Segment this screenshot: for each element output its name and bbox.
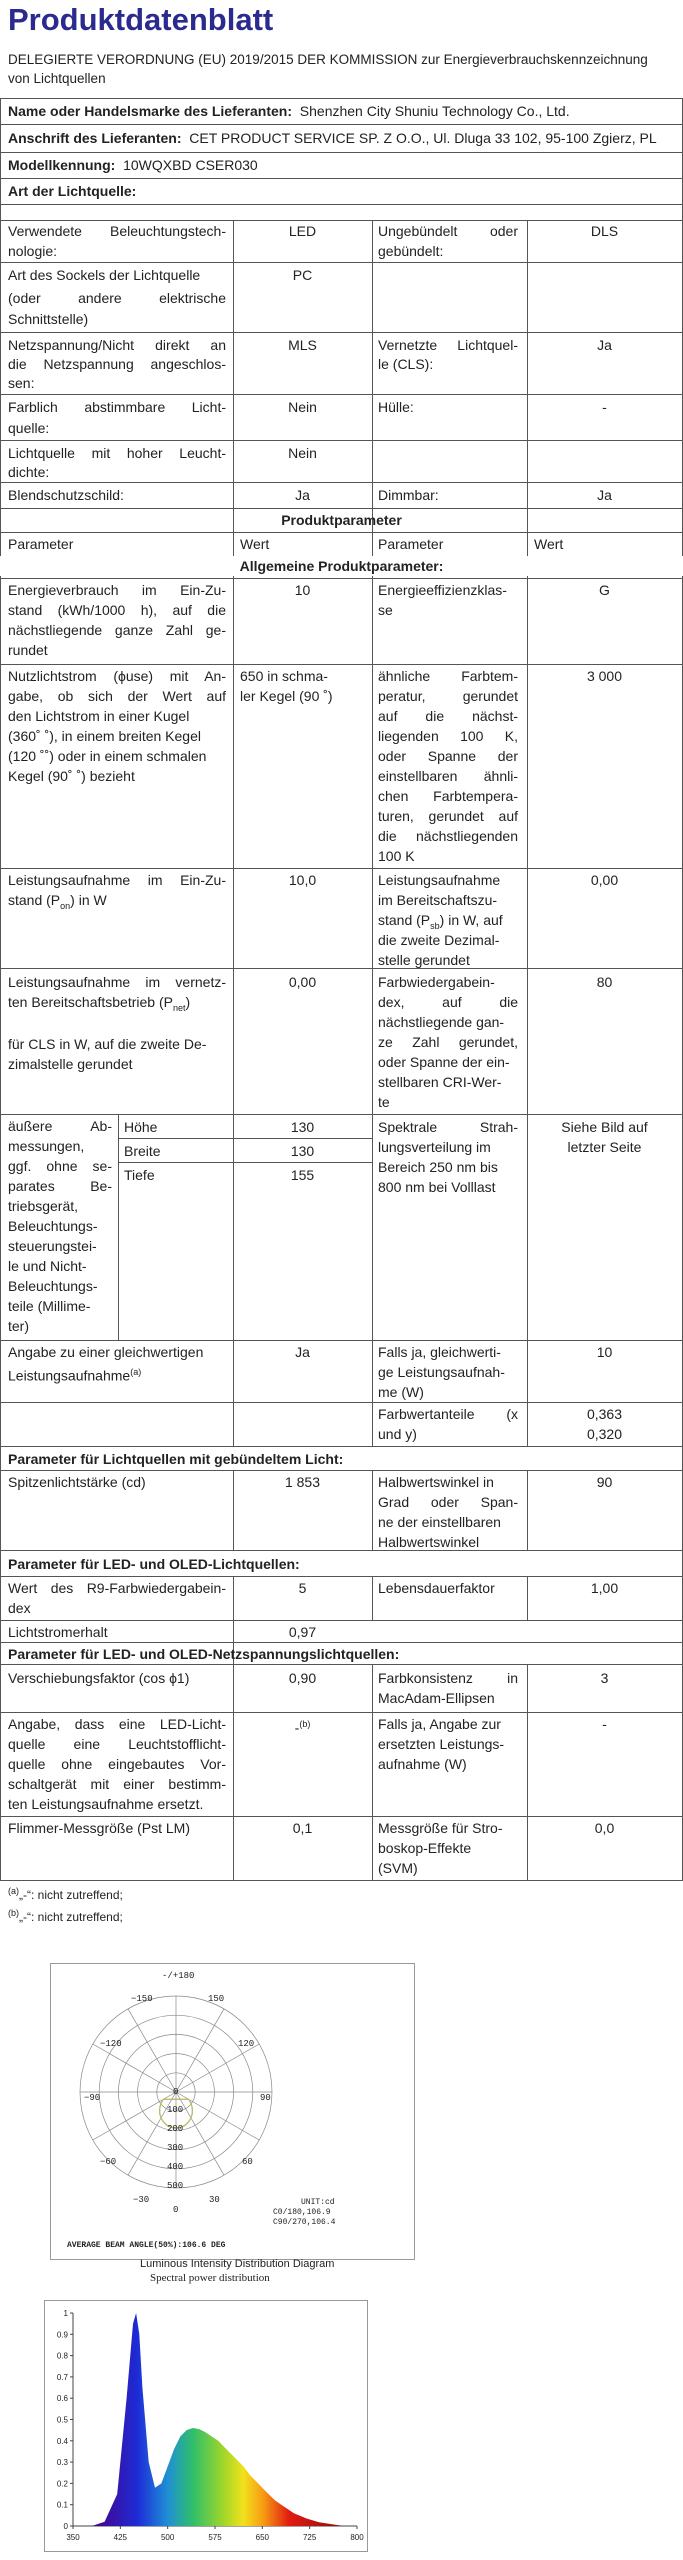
polar-spoke xyxy=(176,2044,259,2092)
replaced-power-label: ersetzten Leistungs- xyxy=(378,1736,505,1752)
dimensions-label: triebsgerät, xyxy=(8,1198,79,1214)
depth-value: 155 xyxy=(290,1167,315,1183)
polar-radial-label: 300 xyxy=(167,2143,184,2153)
y-tick-label: 0 xyxy=(63,2522,68,2531)
footnote-b xyxy=(8,1908,123,1924)
equiv-power-w-label: me (W) xyxy=(378,1384,424,1400)
rule xyxy=(0,98,1,1880)
peak-intensity-label: Spitzenlichtstärke (cd) xyxy=(8,1474,146,1490)
mains-label: die Netzspannung angeschlos- xyxy=(8,356,226,372)
replaced-power-value: - xyxy=(602,1716,607,1732)
on-power-value: 10,0 xyxy=(288,872,317,888)
rule xyxy=(527,1664,528,1880)
energy-label: stand (kWh/1000 h), auf die xyxy=(8,602,226,618)
rule xyxy=(0,1550,683,1551)
rule xyxy=(372,532,373,556)
replacement-label: quelle eine Leuchtstofflicht- xyxy=(8,1736,226,1752)
stroboscopic-label: boskop-Effekte xyxy=(378,1840,472,1856)
depth-label: Tiefe xyxy=(124,1167,155,1183)
rule xyxy=(233,556,234,1446)
chromaticity-label: Farbwertanteile (x xyxy=(378,1406,518,1422)
rule xyxy=(0,532,683,533)
equiv-power-w-label: Falls ja, gleichwerti- xyxy=(378,1344,501,1360)
cct-value: 3 000 xyxy=(586,668,623,684)
col-header-value: Wert xyxy=(240,536,270,552)
polar-radial-label: 400 xyxy=(167,2162,184,2172)
color-consistency-label: Farbkonsistenz in xyxy=(378,1670,518,1686)
rule xyxy=(118,1114,119,1340)
x-tick-label: 425 xyxy=(113,2533,128,2542)
replaced-power-label: aufnahme (W) xyxy=(378,1756,467,1772)
spectrum-series xyxy=(92,2313,345,2526)
beam-angle-label: Grad oder Span- xyxy=(378,1494,518,1510)
cct-label: turen, gerundet auf xyxy=(378,808,518,824)
polar-labels xyxy=(67,1971,336,2250)
model-value: 10WQXBD CSER030 xyxy=(123,157,258,173)
on-power-label-part: ) in W xyxy=(70,892,107,908)
polar-angle-label: −120 xyxy=(100,2039,122,2049)
beam-angle-label: Halbwertswinkel in xyxy=(378,1474,494,1490)
rule xyxy=(0,440,683,441)
replacement-value-text: - xyxy=(294,1719,300,1736)
polar-spoke xyxy=(93,2044,176,2092)
survival-factor-label: Lebensdauerfaktor xyxy=(378,1580,495,1596)
spectrum-caption: Spectral power distribution xyxy=(150,2272,270,2284)
rule xyxy=(372,556,373,1446)
x-tick-label: 350 xyxy=(66,2533,80,2542)
high-luminance-label: dichte: xyxy=(8,464,50,480)
net-standby-label-part: ) xyxy=(185,994,191,1010)
displacement-value: 0,90 xyxy=(288,1670,317,1686)
cct-label: auf die nächst- xyxy=(378,708,518,724)
dimensions-label: äußere Ab- xyxy=(8,1118,112,1134)
y-tick-label: 0.2 xyxy=(56,2479,68,2489)
polar-angle-label: 60 xyxy=(242,2157,253,2167)
cri-value: 80 xyxy=(596,974,613,990)
stroboscopic-label: (SVM) xyxy=(378,1860,418,1876)
rule xyxy=(0,1340,683,1341)
dimensions-label: ter) xyxy=(8,1318,29,1334)
replacement-label: Angabe, dass eine LED-Licht- xyxy=(8,1716,226,1732)
rule xyxy=(0,394,683,395)
standby-label-sub: sb xyxy=(430,920,440,931)
net-standby-label-part: ten Bereitschaftsbetrieb (P xyxy=(8,994,173,1010)
rule xyxy=(0,508,683,509)
chromaticity-label: und y) xyxy=(378,1426,417,1442)
envelope-label: Hülle: xyxy=(378,399,414,415)
cri-label: nächstliegende gan- xyxy=(378,1014,505,1030)
y-tick-label: 0.3 xyxy=(56,2458,68,2468)
rule xyxy=(0,1114,683,1115)
replacement-label: schaltgerät mit einer bestimm- xyxy=(8,1776,226,1792)
col-header-parameter: Parameter xyxy=(8,536,74,552)
y-tick-label: 0.5 xyxy=(56,2415,68,2425)
dimmable-value: Ja xyxy=(597,487,612,503)
rule xyxy=(233,1162,372,1163)
rule xyxy=(233,532,234,556)
spectral-value: letzter Seite xyxy=(567,1139,642,1155)
y-tick-label: 0.8 xyxy=(56,2351,68,2361)
color-consistency-value: 3 xyxy=(600,1670,609,1686)
rule xyxy=(118,1162,233,1163)
footnote-ref-b: (b) xyxy=(299,1719,311,1729)
cls-value: Ja xyxy=(597,337,612,353)
polar-diagram xyxy=(50,1963,415,2260)
energy-value: 10 xyxy=(294,582,311,598)
address-row xyxy=(8,128,657,148)
rule xyxy=(0,1880,683,1881)
x-tick-label: 800 xyxy=(350,2533,364,2542)
supplier-value: Shenzhen City Shuniu Technology Co., Ltd. xyxy=(299,103,570,119)
polar-radial-label: 500 xyxy=(167,2181,184,2191)
tunable-label: quelle: xyxy=(8,420,50,436)
standby-value: 0,00 xyxy=(590,872,619,888)
cri-label: oder Spanne der ein- xyxy=(378,1054,510,1070)
equiv-power-label: Angabe zu einer gleichwertigen xyxy=(8,1344,204,1360)
section-led-oled: Parameter für LED- und OLED-Lichtquellen: xyxy=(8,1556,300,1572)
footnote-b-mark: (b) xyxy=(8,1908,19,1918)
section-led-mains: Parameter für LED- und OLED-Netzspannungslichtquellen: xyxy=(8,1646,400,1662)
y-tick-label: 0.6 xyxy=(56,2394,68,2404)
spectral-label: lungsverteilung im xyxy=(378,1139,491,1155)
cri-label: dex, auf die xyxy=(378,994,518,1010)
footnote-ref-a: (a) xyxy=(130,1367,142,1377)
spectral-label: Bereich 250 nm bis xyxy=(378,1159,498,1175)
width-value: 130 xyxy=(290,1143,315,1159)
rule xyxy=(0,578,683,579)
polar-beam-angle: AVERAGE BEAM ANGLE(50%):106.6 DEG xyxy=(67,2241,226,2250)
dimmable-label: Dimmbar: xyxy=(378,487,439,503)
polar-radial-label: 0 xyxy=(173,2087,179,2097)
rule xyxy=(233,1664,234,1880)
cct-label: peratur, gerundet xyxy=(378,688,518,704)
directional-value: DLS xyxy=(590,223,619,239)
replaced-power-label: Falls ja, Angabe zur xyxy=(378,1716,501,1732)
rule xyxy=(0,1816,683,1817)
cls-label: le (CLS): xyxy=(378,356,434,372)
rule xyxy=(527,532,528,556)
supplier-row xyxy=(8,101,570,121)
rule xyxy=(0,1576,683,1577)
cct-label: chen Farbtempera- xyxy=(378,788,518,804)
polar-radial-label: 200 xyxy=(167,2124,184,2134)
rule xyxy=(0,868,683,869)
cct-label: die nächstliegenden xyxy=(378,828,518,844)
flux-label: den Lichtstrom in einer Kugel xyxy=(8,708,190,724)
flux-label: (120 ˚˚) oder in einem schmalen xyxy=(8,748,207,764)
spectrum-svg xyxy=(45,2301,367,2551)
section-general-params: Allgemeine Produktparameter: xyxy=(0,556,683,576)
beam-angle-label: Halbwertswinkel xyxy=(378,1534,480,1550)
rule xyxy=(0,1470,683,1471)
dimensions-label: ggf. ohne se- xyxy=(8,1158,112,1174)
envelope-value: - xyxy=(602,399,607,415)
tech-label: nologie: xyxy=(8,243,58,259)
polar-spoke xyxy=(176,2009,224,2092)
net-standby-label-sub: net xyxy=(172,1002,186,1013)
dimensions-label: le und Nicht- xyxy=(8,1258,87,1274)
equiv-power-label xyxy=(8,1362,141,1386)
polar-c0: C0/180,106.9 xyxy=(273,2208,331,2217)
standby-label-part: ) in W, auf xyxy=(439,912,503,928)
standby-label-part: stand (P xyxy=(378,912,431,928)
net-standby-label: zimalstelle gerundet xyxy=(8,1056,133,1072)
rule xyxy=(118,1138,233,1139)
rule xyxy=(0,1620,683,1621)
cri-label: stellbaren CRI-Wer- xyxy=(378,1074,502,1090)
polar-angle-label: −90 xyxy=(84,2093,101,2103)
polar-angle-label: -/+180 xyxy=(162,1971,195,1981)
rule xyxy=(0,178,683,179)
rule xyxy=(0,204,683,205)
flux-label: Kegel (90˚ ˚) bezieht xyxy=(8,768,135,784)
x-tick-label: 500 xyxy=(160,2533,175,2542)
x-tick-label: 650 xyxy=(255,2533,270,2542)
directional-label: gebündelt: xyxy=(378,243,444,259)
spectral-label: Spektrale Strah- xyxy=(378,1119,518,1135)
replacement-label: quelle ohne eingebautes Vor- xyxy=(8,1756,226,1772)
rule xyxy=(0,1664,683,1665)
color-consistency-label: MacAdam-Ellipsen xyxy=(378,1690,495,1706)
rule xyxy=(0,1446,683,1447)
net-standby-label: Leistungsaufnahme im vernetz- xyxy=(8,974,226,990)
polar-angle-label: −150 xyxy=(131,1994,153,2004)
polar-c90: C90/270,106.4 xyxy=(273,2218,336,2227)
y-tick-label: 0.7 xyxy=(56,2372,68,2382)
col-header-parameter: Parameter xyxy=(378,536,444,552)
footnote-a-text: „-“: nicht zutreffend; xyxy=(19,1888,123,1902)
high-luminance-value: Nein xyxy=(288,445,317,461)
survival-factor-value: 1,00 xyxy=(590,1580,619,1596)
lumen-maintenance-label: Lichtstromerhalt xyxy=(8,1624,108,1640)
efficiency-class-label: Energieeffizienzklas- xyxy=(378,582,507,598)
section-product-params: Produktparameter xyxy=(281,512,402,528)
mains-label: Netzspannung/Nicht direkt an xyxy=(8,337,226,353)
efficiency-class-label: se xyxy=(378,602,393,618)
rule xyxy=(0,262,683,263)
spectral-value: Siehe Bild auf xyxy=(561,1119,648,1135)
polar-angle-label: −30 xyxy=(133,2195,150,2205)
dimensions-label: messungen, xyxy=(8,1138,85,1154)
directional-label: Ungebündelt oder xyxy=(378,223,518,239)
rule xyxy=(0,1712,683,1713)
address-value: CET PRODUCT SERVICE SP. Z O.O., Ul. Dluga 33 102, 95-100 Zgierz, PL xyxy=(189,130,657,146)
height-label: Höhe xyxy=(124,1119,158,1135)
cct-label: 100 K xyxy=(378,848,415,864)
tech-value: LED xyxy=(288,223,317,239)
height-value: 130 xyxy=(290,1119,315,1135)
tunable-value: Nein xyxy=(288,399,317,415)
dimensions-label: parates Be- xyxy=(8,1178,112,1194)
rule xyxy=(527,556,528,1446)
y-tick-label: 0.9 xyxy=(56,2330,68,2340)
rule xyxy=(0,124,683,125)
polar-angle-label: 90 xyxy=(260,2093,271,2103)
polar-angle-label: 30 xyxy=(209,2195,220,2205)
footnote-a xyxy=(8,1886,123,1902)
tech-label: Verwendete Beleuchtungstech- xyxy=(8,223,226,239)
flux-label: Nutzlichtstrom (ϕuse) mit An- xyxy=(8,668,226,684)
energy-label: rundet xyxy=(8,642,48,658)
rule xyxy=(0,98,683,99)
energy-label: Energieverbrauch im Ein-Zu- xyxy=(8,582,226,598)
y-tick-label: 0.1 xyxy=(56,2500,68,2510)
standby-label: Leistungsaufnahme xyxy=(378,872,501,888)
standby-label: stelle gerundet xyxy=(378,952,470,968)
cri-label: ze Zahl gerundet, xyxy=(378,1034,518,1050)
equiv-power-w-value: 10 xyxy=(596,1344,613,1360)
socket-value: PC xyxy=(292,267,313,283)
spectrum-chart xyxy=(44,2300,368,2552)
rule xyxy=(0,1642,683,1643)
rule xyxy=(0,152,683,153)
cri-label: te xyxy=(378,1094,390,1110)
polar-unit: UNIT:cd xyxy=(301,2198,335,2207)
chromaticity-x-value: 0,363 xyxy=(586,1406,623,1422)
col-header-value: Wert xyxy=(534,536,564,552)
socket-label: (oder andere elektrische xyxy=(8,290,226,306)
stroboscopic-value: 0,0 xyxy=(594,1820,615,1836)
page-subtitle: DELEGIERTE VERORDNUNG (EU) 2019/2015 DER KOMMISSION zur Energieverbrauchskennzeichnung von Lichtquellen xyxy=(8,52,648,86)
page-title: Produktdatenblatt xyxy=(8,2,274,37)
on-power-label-sub: on xyxy=(60,900,71,911)
flicker-label: Flimmer-Messgröße (Pst LM) xyxy=(8,1820,191,1836)
spectral-label: 800 nm bei Volllast xyxy=(378,1179,496,1195)
polar-angle-label: −60 xyxy=(100,2157,117,2167)
cls-label: Vernetzte Lichtquel- xyxy=(378,337,518,353)
y-tick-label: 1 xyxy=(63,2309,68,2318)
model-label: Modellkennung: xyxy=(8,157,116,173)
x-tick-label: 725 xyxy=(302,2533,317,2542)
polar-angle-label: 0 xyxy=(173,2205,179,2215)
socket-label: Schnittstelle) xyxy=(8,311,89,327)
socket-label: Art des Sockels der Lichtquelle xyxy=(8,267,201,283)
rule xyxy=(372,220,373,532)
energy-label: nächstliegende ganze Zahl ge- xyxy=(8,622,226,638)
cri-label: Farbwiedergabein- xyxy=(378,974,495,990)
rule xyxy=(0,664,683,665)
standby-label: die zweite Dezimal- xyxy=(378,932,500,948)
equiv-power-label-part: Leistungsaufnahme xyxy=(8,1367,131,1384)
equiv-power-w-label: ge Leistungsaufnah- xyxy=(378,1364,505,1380)
on-power-label xyxy=(8,890,107,916)
chromaticity-y-value: 0,320 xyxy=(586,1426,623,1442)
net-standby-label: für CLS in W, auf die zweite De- xyxy=(8,1036,207,1052)
rule xyxy=(372,1664,373,1880)
footnote-a-mark: (a) xyxy=(8,1886,19,1896)
rule xyxy=(0,968,683,969)
cct-label: oder Spanne der xyxy=(378,748,518,764)
flicker-value: 0,1 xyxy=(292,1820,313,1836)
standby-label: im Bereitschaftszu- xyxy=(378,892,498,908)
high-luminance-label: Lichtquelle mit hoher Leucht- xyxy=(8,445,226,461)
flux-value: ler Kegel (90 ˚) xyxy=(240,688,333,704)
displacement-label: Verschiebungsfaktor (cos ϕ1) xyxy=(8,1670,190,1686)
rule xyxy=(372,1576,373,1620)
r9-label: dex xyxy=(8,1600,31,1616)
anti-glare-value: Ja xyxy=(295,487,310,503)
dimensions-label: Beleuchtungs- xyxy=(8,1278,98,1294)
width-label: Breite xyxy=(124,1143,161,1159)
address-label: Anschrift des Lieferanten: xyxy=(8,130,182,146)
section-light-source-type: Art der Lichtquelle: xyxy=(8,183,137,199)
beam-angle-label: ne der einstellbaren xyxy=(378,1514,501,1530)
beam-angle-value: 90 xyxy=(596,1474,613,1490)
dimensions-label: teile (Millime- xyxy=(8,1298,91,1314)
polar-angle-label: 120 xyxy=(238,2039,255,2049)
spectrum-area xyxy=(92,2313,345,2526)
replacement-label: ten Leistungsaufnahme ersetzt. xyxy=(8,1796,204,1812)
mains-label: sen: xyxy=(8,375,35,391)
stroboscopic-label: Messgröße für Stro- xyxy=(378,1820,503,1836)
lumen-maintenance-value: 0,97 xyxy=(288,1624,317,1640)
net-standby-value: 0,00 xyxy=(288,974,317,990)
rule xyxy=(233,1138,372,1139)
dimensions-label: steuerungstei- xyxy=(8,1238,97,1254)
on-power-label: Leistungsaufnahme im Ein-Zu- xyxy=(8,872,226,888)
flux-value: 650 in schma- xyxy=(240,668,328,684)
r9-label: Wert des R9-Farbwiedergabein- xyxy=(8,1580,226,1596)
rule xyxy=(0,482,683,483)
cct-label: liegenden 100 K, xyxy=(378,728,518,744)
flux-label: (360˚ ˚), in einem breiten Kegel xyxy=(8,728,201,744)
anti-glare-label: Blendschutzschild: xyxy=(8,487,124,503)
mains-value: MLS xyxy=(288,337,317,353)
efficiency-class-value: G xyxy=(599,582,610,598)
rule xyxy=(0,1402,683,1403)
on-power-label-part: stand (P xyxy=(8,892,61,908)
y-tick-label: 0.4 xyxy=(56,2436,68,2446)
cct-label: ähnliche Farbtem- xyxy=(378,668,518,684)
polar-svg xyxy=(51,1964,414,2259)
rule xyxy=(0,332,683,333)
tunable-label: Farblich abstimmbare Licht- xyxy=(8,399,226,415)
section-directional: Parameter für Lichtquellen mit gebündeltem Licht: xyxy=(8,1451,344,1467)
polar-angle-label: 150 xyxy=(208,1994,225,2004)
net-standby-label xyxy=(8,992,190,1018)
model-row xyxy=(8,155,258,175)
polar-radial-label: 100 xyxy=(167,2105,184,2115)
rule xyxy=(372,1470,373,1550)
replacement-value xyxy=(233,1714,372,1738)
dimensions-label: Beleuchtungs- xyxy=(8,1218,98,1234)
polar-caption: Luminous Intensity Distribution Diagram xyxy=(140,2258,335,2270)
polar-spoke xyxy=(128,2009,176,2092)
flux-label: gabe, ob sich der Wert auf xyxy=(8,688,226,704)
footnote-b-text: „-“: nicht zutreffend; xyxy=(19,1910,123,1924)
x-tick-label: 575 xyxy=(208,2533,222,2542)
supplier-label: Name oder Handelsmarke des Lieferanten: xyxy=(8,103,292,119)
equiv-power-value: Ja xyxy=(295,1344,310,1360)
peak-intensity-value: 1 853 xyxy=(284,1474,321,1490)
cct-label: einstellbaren ähnli- xyxy=(378,768,518,784)
r9-value: 5 xyxy=(298,1580,307,1596)
